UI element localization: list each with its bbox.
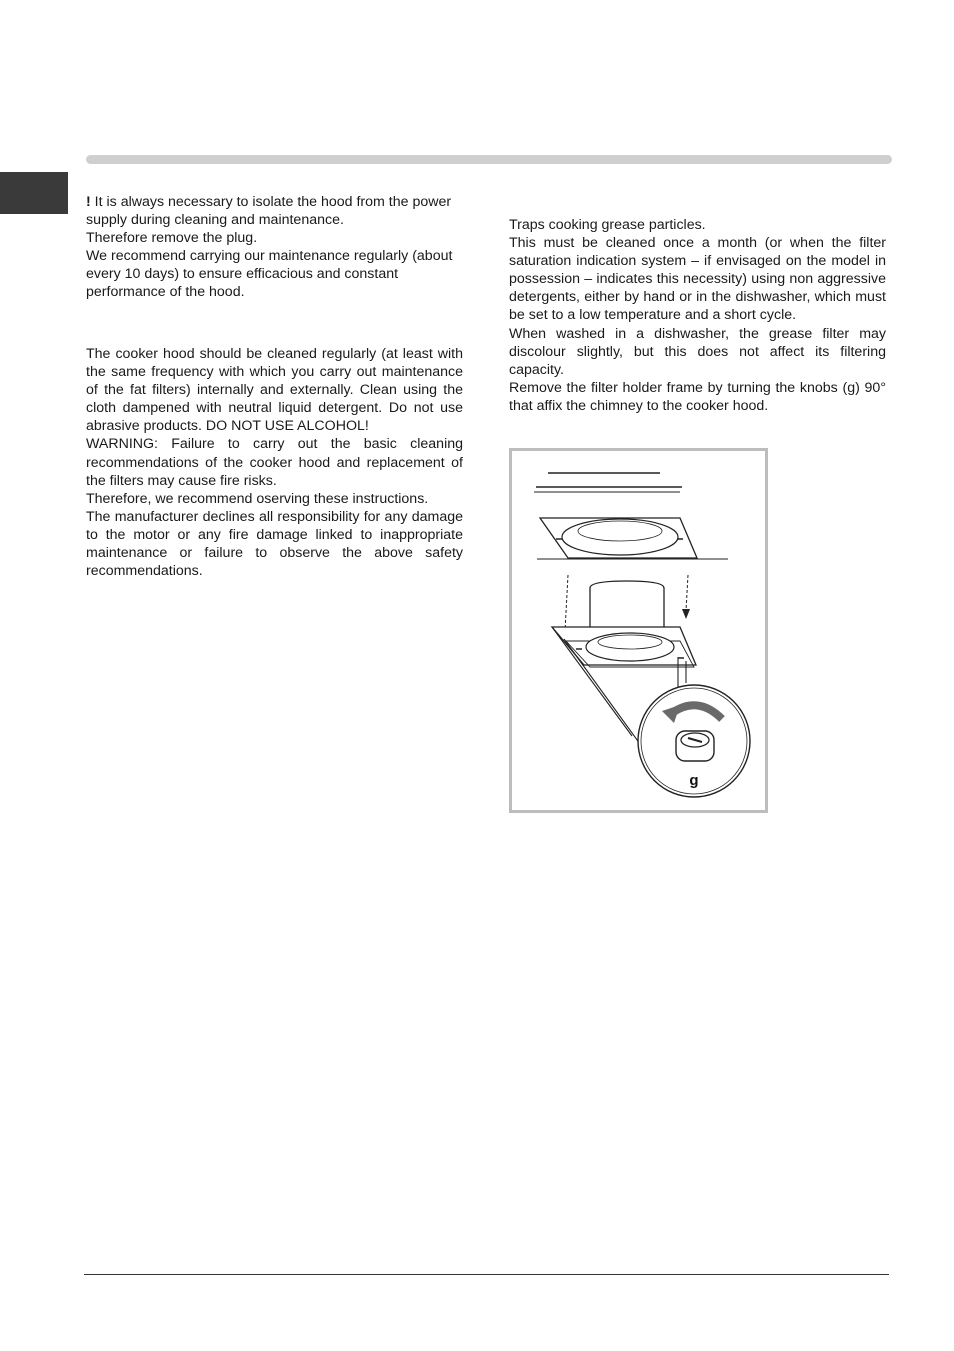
cleaning-paragraph bbox=[86, 345, 463, 435]
intro-recommend: We recommend carrying our maintenance regularly (about every 10 days) to ensure efficacious and constant performance of the hood. bbox=[86, 248, 453, 301]
cleaning-text: The cooker hood should be cleaned regularly (at least with the same frequency with which you carry out maintenance of the fat filters) internally and externally. Clean using the cloth dampened with neutral liquid detergent. Do not use abrasive products. bbox=[86, 346, 463, 435]
right-arrow-head bbox=[682, 609, 690, 619]
filter-illustration bbox=[512, 451, 765, 810]
warning-text: Failure to carry out the basic cleaning recommendations of the cooker hood and replacement of the filters may cause fire risks. bbox=[86, 436, 463, 489]
exclamation-mark: ! bbox=[86, 194, 91, 210]
language-tab bbox=[0, 172, 68, 214]
intro-isolate bbox=[86, 193, 463, 229]
knob-label-g: g bbox=[689, 772, 699, 789]
recommend-instructions: Therefore, we recommend oserving these instructions. bbox=[86, 490, 429, 507]
warning-paragraph bbox=[86, 435, 463, 489]
filter-removal bbox=[509, 379, 886, 415]
intro-remove-plug: Therefore remove the plug. bbox=[86, 230, 258, 247]
manufacturer-disclaimer: The manufacturer declines all responsibility for any damage to the motor or any fire damage linked to inappropriate maintenance or failure to observe the above safety recommendations. bbox=[86, 508, 463, 580]
cleaning-section bbox=[86, 345, 463, 580]
maintenance-intro bbox=[86, 193, 463, 302]
left-arrow bbox=[565, 575, 568, 631]
filter-heading: Traps cooking grease particles. bbox=[509, 217, 706, 233]
section-header-bar bbox=[86, 155, 892, 164]
filter-cleaning-frequency: This must be cleaned once a month (or when the filter saturation indication system – if envisaged on the model in possession – indicates this necessity) using non aggressive detergents, either by hand or in the dishwasher, which must be set to a low temperature and a short cycle. bbox=[509, 235, 886, 324]
footer-rule bbox=[84, 1274, 889, 1275]
right-arrow bbox=[686, 575, 688, 611]
filter-dishwasher-note: When washed in a dishwasher, the grease filter may discolour slightly, but this does not affect its filtering capacity. bbox=[509, 325, 886, 378]
filter-removal-text: Remove the filter holder frame by turning the knobs ( bbox=[509, 379, 848, 396]
grease-filter-section bbox=[509, 216, 886, 415]
upper-opening bbox=[562, 519, 678, 555]
no-alcohol-warning: DO NOT USE ALCOHOL! bbox=[205, 418, 369, 435]
knob-reference: g bbox=[847, 379, 856, 396]
filter-removal-text-end: ) 90° that affix the chimney to the cooker hood. bbox=[509, 379, 886, 414]
intro-isolate-text: It is always necessary to isolate the hood from the power supply during cleaning and maintenance. bbox=[86, 194, 452, 229]
lower-opening bbox=[586, 633, 674, 661]
warning-label: WARNING: bbox=[86, 436, 158, 453]
filter-removal-figure bbox=[509, 448, 768, 813]
